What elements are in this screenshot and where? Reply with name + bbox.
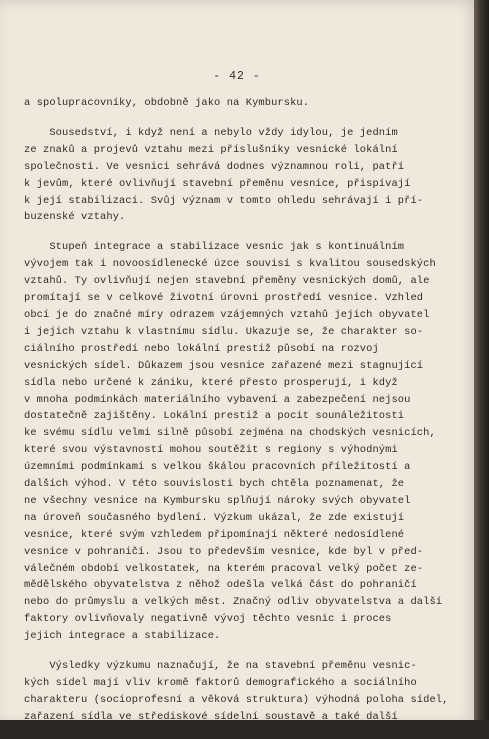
page-number: - 42 -	[213, 70, 261, 83]
text-line: vývojem tak i novoosídlenecké úzce souvisí s kvalitou sousedských	[24, 258, 436, 271]
text-line: vztahů. Ty ovlivňují nejen stavební přeměny vesnických domů, ale	[24, 275, 430, 288]
text-line: promítají se v celkové životní úrovni prostředí vesnice. Vzhled	[24, 292, 424, 305]
text-line: společnosti. Ve vesnici sehrává dodnes významnou roli, patří	[24, 160, 405, 173]
text-line: mědělského obyvatelstva z něhož odešla velká část do pohraničí	[24, 579, 417, 592]
text-line: jejich integrace a stabilizace.	[24, 630, 221, 643]
text-line: v mnoha podmínkách materiálního vybavení a zabezpečení nejsou	[24, 393, 411, 406]
text-line: ze znaků a projevů vztahu mezi příslušníky vesnické lokální	[24, 143, 398, 156]
text-line: ne všechny vesnice na Kymbursku splňují nároky svých obyvatel	[24, 494, 411, 507]
text-line: kých sídel mají vliv kromě faktorů demografického a sociálního	[24, 677, 417, 689]
text-line: vesnických sídel. Důkazem jsou vesnice zařazené mezi stagnující	[24, 359, 424, 372]
paragraph	[24, 125, 424, 226]
text-line: Výsledky výzkumu naznačují, že na stavební přeměnu vesnic-	[24, 660, 417, 673]
text-line: ke svému sídlu velmi silně působí zejména na chodských vesnicích,	[24, 427, 436, 440]
text-line: vesnice v pohraničí. Jsou to především vesnice, kde byl v před-	[24, 545, 424, 558]
text-line: vesnice, které svým vzhledem připomínají některé nedosídlené	[24, 528, 405, 541]
text-line: Stupeň integrace a stabilizace vesnic jak s kontinuálním	[24, 241, 405, 254]
text-line: faktory ovlivňovaly negativně vývoj těchto vesnic i proces	[24, 613, 392, 626]
page-edge-shadow	[474, 0, 489, 720]
text-line: dostatečně zajištěny. Lokální prestiž a pocit sounáležitosti	[24, 410, 405, 423]
body-text	[24, 95, 449, 739]
text-line: i jejich vztahu k vlastnímu sídlu. Ukazuje se, že charakter so-	[24, 325, 424, 338]
text-line: k jevům, které ovlivňují stavební přeměnu vesnice, přispívají	[24, 177, 411, 190]
text-line: dalších výhod. V této souvislosti bych chtěla poznamenat, že	[24, 478, 405, 491]
paragraph	[24, 239, 443, 645]
text-line: na úroveň současného bydlení. Výzkum ukázal, že zde existují	[24, 511, 405, 524]
text-line: ciálního prostředí nebo lokální prestiž působí na rozvoj	[24, 342, 379, 355]
text-line: sídla nebo určené k zániku, které přesto prosperují, i když	[24, 376, 398, 389]
text-line: které svou výstavností mohou soutěžit s regiony s výhodnými	[24, 444, 398, 457]
text-line: obcí je do značné míry odrazem vzájemných vztahů jejich obyvatel	[24, 308, 430, 321]
text-line: nebo do průmyslu a velkých měst. Značný odliv obyvatelstva a další	[24, 596, 443, 609]
text-line: k její stabilizaci. Svůj význam v tomto ohledu sehrávají i pří-	[24, 194, 424, 207]
text-line: Sousedství, i když není a nebylo vždy idylou, je jedním	[24, 126, 398, 139]
text-line: válečném období velkostatek, na kterém pracoval velký počet ze-	[24, 562, 424, 575]
paragraph	[24, 95, 420, 112]
text-line: a spolupracovníky, obdobně jako na Kymbursku.	[24, 97, 310, 109]
paragraph	[24, 658, 449, 726]
text-line: charakteru (socioprofesní a věková struktura) výhodná poloha sídel,	[24, 693, 449, 706]
text-line: zařazení sídla ve střediskové sídelní soustavě a také další	[24, 710, 398, 723]
text-line: územními podmínkami s velkou škálou pracovních příležitostí a	[24, 461, 411, 474]
text-line: buzenské vztahy.	[24, 211, 126, 224]
